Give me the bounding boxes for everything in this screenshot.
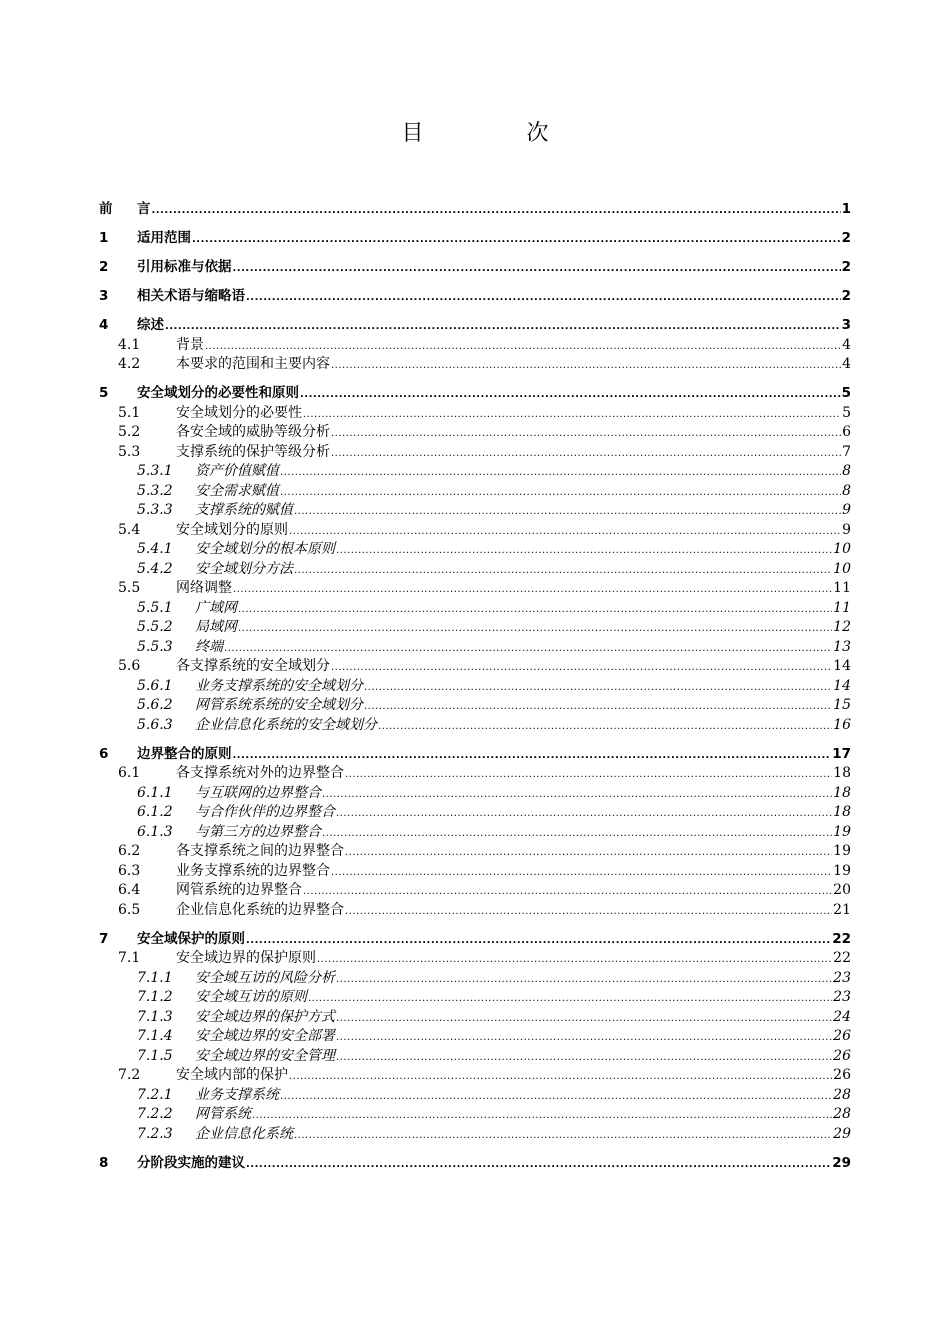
toc-entry-number: 7.2.1 [137, 1086, 173, 1103]
toc-dot-leader [294, 1126, 832, 1146]
toc-entry[interactable] [99, 404, 851, 424]
toc-entry[interactable] [99, 677, 851, 697]
toc-dot-leader [233, 746, 832, 766]
toc-entry-label: 相关术语与缩略语 [137, 288, 245, 304]
toc-entry-page-number: 19 [833, 862, 851, 879]
toc-entry-label: 各安全域的威胁等级分析 [176, 424, 330, 440]
toc-entry-page-number: 8 [842, 482, 851, 499]
toc-entry-label: 安全域边界的保护方式 [195, 1008, 335, 1025]
toc-dot-leader [205, 337, 841, 357]
toc-entry-page-number: 3 [841, 317, 851, 333]
toc-dot-leader [322, 785, 832, 805]
toc-entry-label: 与合作伙伴的边界整合 [195, 804, 335, 820]
toc-entry-label: 适用范围 [137, 230, 191, 246]
toc-entry-page-number: 5 [841, 385, 851, 401]
toc-entry-page-number: 23 [833, 969, 851, 986]
toc-dot-leader [331, 863, 832, 883]
toc-dot-leader [300, 385, 841, 405]
toc-dot-leader [238, 619, 832, 639]
toc-entry[interactable] [99, 1086, 851, 1106]
toc-entry-number: 6.3 [118, 862, 141, 879]
toc-entry-label: 各支撑系统对外的边界整合 [176, 765, 344, 781]
toc-entry[interactable] [99, 482, 851, 502]
toc-dot-leader [238, 600, 832, 620]
toc-entry-number: 7.1.5 [137, 1047, 173, 1064]
toc-entry[interactable] [99, 618, 851, 638]
toc-entry-label: 综述 [137, 317, 164, 333]
toc-dot-leader [252, 1106, 832, 1126]
toc-dot-leader [233, 259, 841, 279]
toc-entry-label: 广域网 [195, 599, 237, 616]
toc-entry[interactable] [99, 229, 851, 249]
toc-dot-leader [364, 678, 832, 698]
toc-dot-leader [308, 989, 832, 1009]
toc-entry-page-number: 5 [842, 404, 851, 421]
toc-entry-label: 引用标准与依据 [137, 259, 232, 275]
toc-entry-page-number: 4 [842, 356, 851, 372]
toc-entry-page-number: 11 [833, 599, 851, 616]
toc-dot-leader [289, 522, 841, 542]
toc-entry-page-number: 18 [833, 804, 851, 820]
toc-entry-label: 企业信息化系统的边界整合 [176, 901, 344, 918]
toc-dot-leader [336, 1028, 832, 1048]
toc-entry[interactable] [99, 1125, 851, 1145]
toc-entry-page-number: 18 [833, 784, 851, 801]
toc-entry-page-number: 20 [833, 882, 851, 898]
toc-entry[interactable] [99, 949, 851, 969]
toc-dot-leader [224, 639, 832, 659]
toc-entry-label: 网管系统系统的安全域划分 [195, 697, 363, 713]
toc-dot-leader [233, 580, 832, 600]
page-title: 目 次 [401, 121, 597, 146]
toc-entry-page-number: 22 [832, 930, 851, 947]
toc-dot-leader [280, 483, 841, 503]
toc-entry-page-number: 29 [832, 1154, 851, 1171]
toc-entry-label: 安全域划分的原则 [176, 521, 288, 538]
toc-entry[interactable] [99, 969, 851, 989]
toc-entry[interactable] [99, 901, 851, 921]
toc-entry-label: 业务支撑系统 [195, 1086, 279, 1103]
toc-entry-number: 7.2.3 [137, 1125, 173, 1142]
toc-entry[interactable] [99, 560, 851, 580]
toc-entry-number: 5.3.3 [137, 502, 173, 518]
toc-entry-page-number: 18 [833, 765, 851, 781]
toc-entry-page-number: 28 [833, 1106, 851, 1122]
toc-entry-number: 5.5.3 [137, 638, 173, 655]
toc-entry[interactable] [99, 579, 851, 599]
toc-entry-label: 各支撑系统之间的边界整合 [176, 843, 344, 859]
toc-entry-page-number: 26 [833, 1028, 851, 1044]
toc-entry[interactable] [99, 784, 851, 804]
toc-entry[interactable] [99, 540, 851, 560]
toc-dot-leader [165, 317, 841, 337]
toc-entry-page-number: 10 [833, 560, 851, 577]
toc-entry-number: 6.1.2 [137, 804, 173, 820]
toc-dot-leader [336, 1048, 832, 1068]
toc-entry-page-number: 28 [833, 1086, 851, 1103]
toc-entry[interactable] [99, 200, 851, 220]
toc-entry-label: 业务支撑系统的边界整合 [176, 862, 330, 879]
toc-entry-label: 背景 [176, 336, 204, 353]
toc-entry-number: 5.1 [118, 404, 141, 421]
toc-entry-page-number: 2 [841, 288, 851, 304]
toc-dot-leader [294, 502, 841, 522]
toc-entry[interactable] [99, 764, 851, 784]
toc-entry[interactable] [99, 316, 851, 336]
toc-entry-page-number: 22 [833, 950, 851, 966]
toc-dot-leader [280, 1087, 832, 1107]
toc-entry-page-number: 13 [833, 638, 851, 655]
toc-entry[interactable] [99, 336, 851, 356]
toc-dot-leader [317, 950, 832, 970]
toc-dot-leader [336, 804, 832, 824]
toc-entry[interactable] [99, 881, 851, 901]
toc-entry-page-number: 14 [833, 658, 851, 674]
toc-entry-number: 8 [99, 1154, 109, 1171]
toc-entry-page-number: 21 [833, 901, 851, 918]
toc-entry[interactable] [99, 1008, 851, 1028]
toc-entry-label: 与第三方的边界整合 [195, 823, 321, 840]
toc-dot-leader [345, 843, 832, 863]
toc-dot-leader [303, 405, 841, 425]
toc-entry-page-number: 26 [833, 1067, 851, 1083]
toc-entry-page-number: 4 [842, 336, 851, 353]
toc-entry-number: 5.5 [118, 580, 141, 596]
toc-entry-label: 安全域互访的原则 [195, 989, 307, 1005]
toc-entry-label: 安全域边界的安全部署 [195, 1028, 335, 1044]
toc-entry[interactable] [99, 384, 851, 404]
toc-dot-leader [331, 356, 841, 376]
toc-dot-leader [336, 1009, 832, 1029]
toc-entry-number: 4.2 [118, 356, 141, 372]
toc-entry-number: 1 [99, 230, 109, 246]
toc-entry-label: 安全域内部的保护 [176, 1067, 288, 1083]
toc-entry-label: 局域网 [195, 619, 237, 635]
toc-entry-page-number: 24 [833, 1008, 851, 1025]
toc-entry[interactable] [99, 1047, 851, 1067]
toc-dot-leader [289, 1067, 832, 1087]
toc-entry-label: 企业信息化系统 [195, 1125, 293, 1142]
toc-entry-number: 7 [99, 930, 109, 947]
toc-entry[interactable] [99, 443, 851, 463]
toc-entry-page-number: 11 [833, 580, 851, 596]
toc-entry-label: 支撑系统的保护等级分析 [176, 443, 330, 460]
toc-entry[interactable] [99, 638, 851, 658]
toc-entry-label: 各支撑系统的安全域划分 [176, 658, 330, 674]
toc-entry-label: 网管系统的边界整合 [176, 882, 302, 898]
toc-entry-number: 4.1 [118, 336, 141, 353]
toc-entry-number: 7.2 [118, 1067, 141, 1083]
toc-entry[interactable] [99, 462, 851, 482]
toc-entry-label: 分阶段实施的建议 [137, 1154, 245, 1171]
toc-entry[interactable] [99, 988, 851, 1008]
toc-entry-number: 5.3 [118, 443, 141, 460]
toc-dot-leader [345, 902, 832, 922]
toc-dot-leader [192, 230, 841, 250]
toc-entry-label: 安全域划分的根本原则 [195, 541, 335, 557]
toc-dot-leader [345, 765, 832, 785]
toc-entry[interactable] [99, 842, 851, 862]
toc-dot-leader [303, 882, 832, 902]
toc-entry-number: 5.3.1 [137, 463, 173, 479]
toc-entry-label: 企业信息化系统的安全域划分 [195, 716, 377, 733]
toc-entry[interactable] [99, 1066, 851, 1086]
toc-entry-number: 6.1 [118, 765, 141, 781]
toc-entry-label: 终端 [195, 638, 223, 655]
toc-dot-leader [378, 717, 832, 737]
toc-entry-number: 6.1.1 [137, 784, 173, 801]
toc-entry-number: 7.1.3 [137, 1008, 173, 1025]
toc-dot-leader [331, 424, 841, 444]
toc-entry-label: 安全需求赋值 [195, 482, 279, 499]
toc-entry-page-number: 6 [842, 424, 851, 440]
toc-entry-number: 5.6.1 [137, 677, 173, 694]
toc-entry-number: 6 [99, 745, 109, 762]
toc-entry-number: 2 [99, 259, 109, 275]
toc-dot-leader [331, 658, 832, 678]
toc-entry-number: 7.1.2 [137, 989, 173, 1005]
toc-entry-label: 资产价值赋值 [195, 463, 279, 479]
toc-entry-number: 3 [99, 288, 109, 304]
toc-entry-page-number: 1 [841, 201, 851, 217]
toc-entry-label: 安全域边界的安全管理 [195, 1047, 335, 1064]
toc-entry-number: 5.4.1 [137, 541, 173, 557]
toc-dot-leader [336, 970, 832, 990]
toc-entry-number: 5.4.2 [137, 560, 173, 577]
toc-entry[interactable] [99, 258, 851, 278]
toc-entry[interactable] [99, 355, 851, 375]
toc-dot-leader [331, 444, 841, 464]
table-of-contents [99, 200, 851, 1173]
toc-entry[interactable] [99, 745, 851, 765]
toc-entry-label: 安全域互访的风险分析 [195, 969, 335, 986]
toc-entry-label: 安全域划分的必要性和原则 [137, 385, 299, 401]
toc-entry-label: 支撑系统的赋值 [195, 502, 293, 518]
toc-entry-page-number: 19 [833, 823, 851, 840]
toc-entry-page-number: 10 [833, 541, 851, 557]
toc-entry-number: 6.2 [118, 843, 141, 859]
toc-entry-number: 5.4 [118, 521, 141, 538]
toc-entry-number: 7.1.1 [137, 969, 173, 986]
toc-entry-number: 5.6.3 [137, 716, 173, 733]
toc-dot-leader [280, 463, 841, 483]
toc-entry-number: 5.6.2 [137, 697, 173, 713]
toc-entry-number: 6.4 [118, 882, 141, 898]
toc-entry[interactable] [99, 1105, 851, 1125]
toc-entry-number: 5.2 [118, 424, 141, 440]
toc-dot-leader [246, 931, 831, 951]
toc-entry-page-number: 8 [842, 463, 851, 479]
toc-entry-number: 6.1.3 [137, 823, 173, 840]
toc-entry-page-number: 14 [833, 677, 851, 694]
toc-entry-page-number: 26 [833, 1047, 851, 1064]
toc-entry-label: 与互联网的边界整合 [195, 784, 321, 801]
toc-entry-number: 5 [99, 385, 109, 401]
toc-entry-page-number: 29 [833, 1125, 851, 1142]
toc-entry-label: 安全域保护的原则 [137, 930, 245, 947]
toc-entry-number: 5.5.2 [137, 619, 173, 635]
toc-entry-label: 网管系统 [195, 1106, 251, 1122]
toc-entry-number: 6.5 [118, 901, 141, 918]
toc-entry-number: 4 [99, 317, 109, 333]
toc-dot-leader [336, 541, 832, 561]
toc-entry-number: 7.1 [118, 950, 141, 966]
toc-entry-page-number: 9 [842, 521, 851, 538]
toc-entry-page-number: 19 [833, 843, 851, 859]
toc-entry-label: 网络调整 [176, 580, 232, 596]
toc-entry[interactable] [99, 803, 851, 823]
toc-entry[interactable] [99, 501, 851, 521]
toc-entry[interactable] [99, 287, 851, 307]
toc-entry-number: 5.3.2 [137, 482, 173, 499]
toc-entry-page-number: 7 [842, 443, 851, 460]
toc-entry[interactable] [99, 521, 851, 541]
toc-entry-page-number: 9 [842, 502, 851, 518]
toc-entry-label: 安全域划分的必要性 [176, 404, 302, 421]
toc-entry-label: 安全域边界的保护原则 [176, 950, 316, 966]
toc-entry-number: 前 [99, 201, 113, 217]
toc-entry-number: 7.1.4 [137, 1028, 173, 1044]
toc-entry-page-number: 2 [841, 259, 851, 275]
toc-entry-label: 安全域划分方法 [195, 560, 293, 577]
toc-entry[interactable] [99, 657, 851, 677]
toc-entry-label: 言 [137, 201, 151, 217]
toc-entry[interactable] [99, 423, 851, 443]
toc-entry-number: 5.5.1 [137, 599, 173, 616]
toc-entry-label: 业务支撑系统的安全域划分 [195, 677, 363, 694]
toc-entry-page-number: 12 [833, 619, 851, 635]
toc-entry[interactable] [99, 930, 851, 950]
toc-dot-leader [152, 201, 841, 221]
toc-entry-number: 7.2.2 [137, 1106, 173, 1122]
toc-entry-page-number: 23 [833, 989, 851, 1005]
toc-dot-leader [364, 697, 832, 717]
toc-entry-page-number: 15 [833, 697, 851, 713]
toc-dot-leader [246, 288, 841, 308]
toc-dot-leader [322, 824, 832, 844]
toc-entry-page-number: 2 [841, 230, 851, 246]
toc-dot-leader [294, 561, 832, 581]
toc-entry-page-number: 17 [832, 745, 851, 762]
toc-entry[interactable] [99, 1154, 851, 1174]
toc-entry-page-number: 16 [833, 716, 851, 733]
toc-entry-label: 本要求的范围和主要内容 [176, 356, 330, 372]
toc-entry[interactable] [99, 599, 851, 619]
toc-entry[interactable] [99, 862, 851, 882]
toc-entry[interactable] [99, 823, 851, 843]
toc-entry-label: 边界整合的原则 [137, 745, 232, 762]
toc-entry[interactable] [99, 696, 851, 716]
toc-entry[interactable] [99, 716, 851, 736]
toc-entry[interactable] [99, 1027, 851, 1047]
toc-entry-number: 5.6 [118, 658, 141, 674]
toc-dot-leader [246, 1155, 831, 1175]
